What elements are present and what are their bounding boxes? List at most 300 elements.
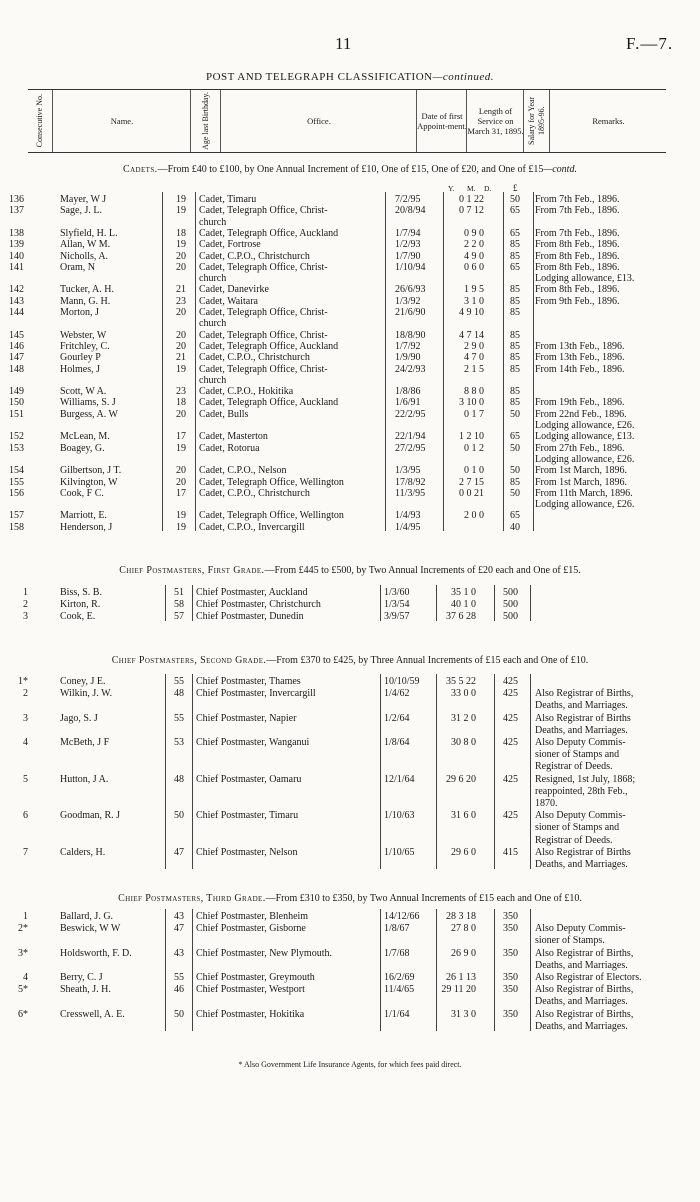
cell-rem: Lodging allowance, £13.	[535, 431, 635, 443]
cell-date: 24/2/93	[395, 363, 426, 375]
cell-office: Chief Postmaster, Blenheim	[196, 911, 309, 922]
cell-sal: 425	[503, 688, 518, 700]
table-row	[0, 587, 700, 599]
cell-office: Chief Postmaster, Thames	[196, 676, 301, 687]
cell-len: 3 10 0	[459, 397, 484, 409]
col-date: Date of first Appoint-ment.	[416, 90, 467, 152]
cell-sal: 500	[503, 587, 518, 598]
cell-name: Williams, S. J	[60, 397, 116, 409]
first-grade-heading: Chief Postmasters, First Grade.—From £445 to £500, by Two Annual Increments of £20 each and One of £15.	[119, 565, 581, 576]
cell-rem: Deaths, and Marriages.	[535, 700, 628, 712]
cell-age: 17	[176, 487, 186, 499]
cell-len: 0 6 0	[464, 261, 484, 273]
table-row	[0, 1009, 700, 1021]
cell-no: 6*	[18, 1008, 28, 1020]
cell-len: 4 9 10	[459, 307, 484, 318]
cell-office: Chief Postmaster, Oamaru	[196, 773, 302, 785]
table-row	[0, 688, 700, 700]
column-rule	[380, 674, 381, 869]
cell-date: 18/8/90	[395, 329, 426, 341]
cell-age: 20	[176, 250, 186, 262]
table-row	[0, 611, 700, 623]
table-row	[0, 477, 700, 489]
cell-rem: sioner of Stamps and	[535, 749, 620, 761]
table-row	[0, 488, 700, 500]
col-remarks: Remarks.	[549, 90, 667, 152]
cell-no: 3	[23, 611, 28, 622]
table-row	[0, 330, 700, 342]
cell-len: 2 2 0	[464, 239, 484, 251]
cell-office: Cadet, Telegraph Office, Wellington	[199, 476, 344, 488]
cell-len: 2 1 5	[464, 363, 484, 375]
column-rule	[165, 674, 166, 869]
cell-date: 1/8/64	[384, 737, 410, 748]
cell-sal: 40	[510, 521, 520, 533]
cell-sal: 85	[510, 307, 520, 318]
table-row	[0, 1021, 700, 1033]
cell-office: Cadet, Bulls	[199, 408, 249, 420]
cell-age: 48	[174, 773, 184, 785]
cell-date: 1/8/67	[384, 923, 410, 935]
cell-office: Cadet, Telegraph Office, Christ-	[199, 205, 328, 217]
cell-rem: Also Registrar of Electors.	[535, 972, 642, 983]
cell-len: 40 1 0	[451, 599, 476, 610]
cell-len: 2 7 15	[459, 476, 484, 488]
cell-date: 7/2/95	[395, 194, 421, 205]
table-row	[0, 217, 700, 229]
cell-len: 3 1 0	[464, 295, 484, 307]
title-suffix: —continued.	[432, 71, 495, 83]
cell-age: 50	[174, 1008, 184, 1020]
cell-sal: 85	[510, 363, 520, 375]
cell-name: Hutton, J A.	[60, 773, 109, 785]
cell-len: 27 8 0	[451, 923, 476, 935]
cell-age: 20	[176, 261, 186, 273]
column-rule	[494, 674, 495, 869]
cell-no: 7	[23, 846, 28, 858]
cell-date: 20/8/94	[395, 205, 426, 217]
table-row	[0, 364, 700, 376]
cell-name: Gourley P	[60, 352, 101, 364]
table-row	[0, 397, 700, 409]
cell-rem: Deaths, and Marriages.	[535, 859, 628, 870]
cell-no: 147	[9, 352, 24, 364]
cell-sal: 500	[503, 611, 518, 622]
cell-sal: 85	[510, 284, 520, 296]
cell-len: 33 0 0	[451, 688, 476, 700]
cell-name: Boagey, G.	[60, 442, 105, 454]
cell-no: 156	[9, 487, 24, 499]
table-row	[0, 911, 700, 923]
cell-rem: reappointed, 28th Feb.,	[535, 785, 628, 797]
cell-age: 20	[176, 465, 186, 477]
cell-sal: 425	[503, 676, 518, 687]
cell-name: Sheath, J. H.	[60, 984, 111, 996]
cell-age: 58	[174, 599, 184, 610]
table-row	[0, 239, 700, 251]
cell-sal: 50	[510, 194, 520, 205]
table-row	[0, 352, 700, 364]
cell-sal: 85	[510, 340, 520, 352]
column-rule	[165, 909, 166, 1031]
cell-sal: 350	[503, 923, 518, 935]
table-row	[0, 454, 700, 466]
cell-sal: 425	[503, 737, 518, 748]
cell-name: Fritchley, C.	[60, 340, 110, 352]
table-row	[0, 835, 700, 847]
cell-no: 5	[23, 773, 28, 785]
cell-age: 19	[176, 363, 186, 375]
cell-len: 4 7 0	[464, 352, 484, 364]
column-rule	[503, 192, 504, 531]
cell-rem: From 14th Feb., 1896.	[535, 363, 625, 375]
cell-rem: From 1st March, 1896.	[535, 465, 627, 477]
column-rule	[530, 585, 531, 621]
table-row	[0, 700, 700, 712]
cell-sal: 85	[510, 397, 520, 409]
footnote: * Also Government Life Insurance Agents, for which fees paid direct.	[238, 1060, 462, 1069]
cell-rem: From 9th Feb., 1896.	[535, 295, 620, 307]
cell-rem: From 13th Feb., 1896.	[535, 352, 625, 364]
cell-rem: Deaths, and Marriages.	[535, 959, 628, 971]
cell-no: 146	[9, 340, 24, 352]
cell-date: 22/2/95	[395, 408, 426, 420]
col-length: Length of Service on March 31, 1895.	[466, 90, 524, 152]
cell-len: 31 6 0	[451, 810, 476, 822]
cell-office: Cadet, C.P.O., Christchurch	[199, 352, 310, 364]
cell-len: 0 1 0	[464, 465, 484, 477]
cell-office: church	[199, 374, 227, 386]
cell-age: 21	[176, 284, 186, 296]
cell-name: Slyfield, H. L.	[60, 227, 118, 239]
column-rule	[380, 585, 381, 621]
cell-sal: 50	[510, 408, 520, 420]
col-name: Name.	[52, 90, 191, 152]
table-row	[0, 737, 700, 749]
cell-len: 2 9 0	[464, 340, 484, 352]
cell-len: 29 6 0	[451, 846, 476, 858]
cell-no: 153	[9, 442, 24, 454]
cell-date: 16/2/69	[384, 972, 415, 983]
cell-age: 55	[174, 972, 184, 983]
cell-office: Cadet, Timaru	[199, 194, 257, 205]
col-age: Age last Birthday.	[190, 90, 221, 152]
second-grade-heading: Chief Postmasters, Second Grade.—From £370 to £425, by Three Annual Increments of £15 each and One of £10.	[111, 655, 589, 666]
cell-office: Cadet, Telegraph Office, Auckland	[199, 397, 339, 409]
cell-name: Gilbertson, J T.	[60, 465, 122, 477]
cell-office: Chief Postmaster, Greymouth	[196, 972, 315, 983]
cell-rem: Lodging allowance, £26.	[535, 420, 635, 431]
cell-date: 14/12/66	[384, 911, 420, 922]
cell-office: Cadet, Telegraph Office, Christ-	[199, 307, 328, 318]
cell-no: 152	[9, 431, 24, 443]
table-row	[0, 599, 700, 611]
cell-rem: Also Deputy Commis-	[535, 923, 626, 935]
cell-name: Cook, F C.	[60, 487, 104, 499]
table-row	[0, 341, 700, 353]
title-main: POST AND TELEGRAPH CLASSIFICATION	[205, 71, 433, 83]
cell-rem: From 8th Feb., 1896.	[535, 239, 620, 251]
cell-age: 43	[174, 947, 184, 959]
cell-age: 53	[174, 737, 184, 748]
cell-age: 19	[176, 521, 186, 533]
cell-date: 1/6/91	[395, 397, 421, 409]
cell-no: 149	[9, 386, 24, 398]
cell-rem: From 1st March, 1896.	[535, 476, 627, 488]
cell-name: Allan, W M.	[60, 239, 111, 251]
cell-age: 23	[176, 386, 186, 398]
cell-no: 140	[9, 250, 24, 262]
cell-date: 17/8/92	[395, 476, 426, 488]
cell-name: Calders, H.	[60, 846, 106, 858]
cell-rem: From 8th Feb., 1896.	[535, 250, 620, 262]
column-rule	[192, 674, 193, 869]
table-row	[0, 847, 700, 859]
cell-name: Holdsworth, F. D.	[60, 947, 132, 959]
cell-sal: 85	[510, 250, 520, 262]
cell-office: Cadet, Telegraph Office, Christ-	[199, 261, 328, 273]
cell-date: 1/2/64	[384, 712, 410, 724]
cell-date: 1/3/92	[395, 295, 421, 307]
cell-rem: Lodging allowance, £13.	[535, 273, 635, 285]
cell-date: 1/3/60	[384, 587, 410, 598]
table-row	[0, 798, 700, 810]
cell-office: Cadet, C.P.O., Invercargill	[199, 521, 305, 533]
cell-office: Cadet, Telegraph Office, Christ-	[199, 329, 328, 341]
cell-rem: Also Registrar of Births	[535, 712, 631, 724]
cell-name: Scott, W A.	[60, 386, 107, 398]
cadets-heading: Cadets.—From £40 to £100, by One Annual Increment of £10, One of £15, One of £20, and One of £15—contd.	[123, 164, 577, 175]
cell-len: 0 7 12	[459, 205, 484, 217]
cell-len: 0 1 7	[464, 408, 484, 420]
cell-age: 19	[176, 205, 186, 217]
cell-sal: 65	[510, 510, 520, 522]
cell-len: 28 3 18	[446, 911, 476, 922]
cell-office: Cadet, Telegraph Office, Auckland	[199, 227, 339, 239]
cell-date: 3/9/57	[384, 611, 410, 622]
cell-len: 0 1 2	[464, 442, 484, 454]
cell-len: 4 9 0	[464, 250, 484, 262]
cell-name: Kilvington, W	[60, 476, 118, 488]
cell-office: Cadet, C.P.O., Hokitika	[199, 386, 294, 398]
cell-name: Goodman, R. J	[60, 810, 120, 822]
cell-no: 157	[9, 510, 24, 522]
cell-name: Jago, S. J	[60, 712, 98, 724]
cell-no: 2	[23, 688, 28, 700]
cell-rem: From 7th Feb., 1896.	[535, 227, 620, 239]
column-rule	[192, 585, 193, 621]
cell-name: Tucker, A. H.	[60, 284, 114, 296]
cell-rem: From 7th Feb., 1896.	[535, 205, 620, 217]
cell-age: 43	[174, 911, 184, 922]
cell-len: 26 1 13	[446, 972, 476, 983]
cell-rem: From 11th March, 1896.	[535, 487, 633, 499]
cell-no: 139	[9, 239, 24, 251]
cell-sal: 50	[510, 442, 520, 454]
cell-age: 20	[176, 476, 186, 488]
cell-name: Ballard, J. G.	[60, 911, 114, 922]
table-row	[0, 499, 700, 511]
cell-office: Cadet, C.P.O., Nelson	[199, 465, 287, 477]
cell-office: Chief Postmaster, Christchurch	[196, 599, 321, 610]
cell-date: 10/10/59	[384, 676, 420, 687]
cell-office: Chief Postmaster, Invercargill	[196, 688, 316, 700]
cell-age: 46	[174, 984, 184, 996]
cell-no: 145	[9, 329, 24, 341]
table-row	[0, 972, 700, 984]
cell-name: Biss, S. B.	[60, 587, 102, 598]
column-rule	[494, 585, 495, 621]
cell-no: 158	[9, 521, 24, 533]
table-row	[0, 443, 700, 455]
table-row	[0, 810, 700, 822]
column-rule	[494, 909, 495, 1031]
cell-rem: Deaths, and Marriages.	[535, 724, 628, 736]
column-rule	[530, 674, 531, 869]
cell-age: 55	[174, 712, 184, 724]
table-row	[0, 713, 700, 725]
cell-name: Beswick, W W	[60, 923, 121, 935]
cell-len: 1 2 10	[459, 431, 484, 443]
cell-no: 6	[23, 810, 28, 822]
cell-len: 30 8 0	[451, 737, 476, 748]
cell-sal: 350	[503, 911, 518, 922]
table-row	[0, 510, 700, 522]
cell-rem: Registrar of Deeds.	[535, 834, 613, 846]
cell-sal: 350	[503, 972, 518, 983]
cell-rem: Resigned, 1st July, 1868;	[535, 773, 636, 785]
cell-office: church	[199, 318, 227, 330]
cell-no: 1	[23, 587, 28, 598]
cell-date: 1/10/63	[384, 810, 415, 822]
cell-date: 1/10/65	[384, 846, 415, 858]
cell-name: Wilkin, J. W.	[60, 688, 113, 700]
cell-rem: From 13th Feb., 1896.	[535, 340, 625, 352]
cell-age: 21	[176, 352, 186, 364]
cell-rem: Registrar of Deeds.	[535, 761, 613, 773]
cell-no: 5*	[18, 984, 28, 996]
unit-days: D.	[484, 184, 492, 193]
cell-rem: Also Deputy Commis-	[535, 810, 626, 822]
cell-sal: 65	[510, 227, 520, 239]
cell-sal: 85	[510, 295, 520, 307]
table-row	[0, 296, 700, 308]
cell-office: Chief Postmaster, Timaru	[196, 810, 299, 822]
cell-office: church	[199, 216, 227, 228]
cell-office: Cadet, C.P.O., Christchurch	[199, 250, 310, 262]
cell-age: 57	[174, 611, 184, 622]
cell-name: Coney, J E.	[60, 676, 106, 687]
cell-sal: 50	[510, 465, 520, 477]
cell-office: Cadet, Telegraph Office, Christ-	[199, 363, 328, 375]
cell-rem: 1870.	[535, 798, 558, 809]
cell-sal: 85	[510, 329, 520, 341]
cell-no: 143	[9, 295, 24, 307]
unit-pound: £	[513, 183, 518, 193]
table-row	[0, 228, 700, 240]
cell-rem: sioner of Stamps and	[535, 822, 620, 834]
table-row	[0, 996, 700, 1008]
cell-no: 2*	[18, 923, 28, 935]
cell-sal: 65	[510, 205, 520, 217]
cell-date: 11/3/95	[395, 487, 426, 499]
column-rule	[192, 909, 193, 1031]
cell-rem: Also Deputy Commis-	[535, 737, 626, 748]
cell-no: 4	[23, 972, 28, 983]
cell-name: Mayer, W J	[60, 194, 107, 205]
cell-name: Morton, J	[60, 307, 99, 318]
cell-office: Chief Postmaster, Auckland	[196, 587, 308, 598]
cell-date: 21/6/90	[395, 307, 426, 318]
cell-office: Cadet, C.P.O., Christchurch	[199, 487, 310, 499]
cell-age: 19	[176, 510, 186, 522]
cell-no: 148	[9, 363, 24, 375]
cell-rem: From 7th Feb., 1896.	[535, 194, 620, 205]
column-rule	[436, 674, 437, 869]
cell-date: 27/2/95	[395, 442, 426, 454]
cell-name: Sage, J. L.	[60, 205, 102, 217]
cell-sal: 350	[503, 1008, 518, 1020]
cell-date: 1/7/68	[384, 947, 410, 959]
column-header	[28, 89, 666, 153]
cell-date: 1/1/64	[384, 1008, 410, 1020]
cell-date: 22/1/94	[395, 431, 426, 443]
cell-len: 29 6 20	[446, 773, 476, 785]
unit-months: M.	[467, 184, 476, 193]
cell-date: 1/7/92	[395, 340, 421, 352]
cell-name: Kirton, R.	[60, 599, 101, 610]
cell-office: Chief Postmaster, Napier	[196, 712, 297, 724]
cell-office: Cadet, Rotorua	[199, 442, 260, 454]
table-row	[0, 251, 700, 263]
table-row	[0, 725, 700, 737]
cell-rem: From 22nd Feb., 1896.	[535, 408, 627, 420]
third-grade-heading: Chief Postmasters, Third Grade.—From £310 to £350, by Two Annual Increments of £15 each and One of £10.	[118, 893, 582, 904]
cell-no: 137	[9, 205, 24, 217]
cell-rem: Also Registrar of Births,	[535, 688, 634, 700]
cell-len: 31 2 0	[451, 712, 476, 724]
cell-office: Chief Postmaster, Hokitika	[196, 1008, 305, 1020]
cell-no: 154	[9, 465, 24, 477]
table-row	[0, 409, 700, 421]
cell-no: 1	[23, 911, 28, 922]
column-rule	[443, 192, 444, 531]
cell-rem: From 27th Feb., 1896.	[535, 442, 625, 454]
cell-sal: 415	[503, 846, 518, 858]
cell-no: 4	[23, 737, 28, 748]
cell-date: 1/3/95	[395, 465, 421, 477]
cell-office: Chief Postmaster, Gisborne	[196, 923, 306, 935]
cell-date: 1/4/62	[384, 688, 410, 700]
cell-len: 0 9 0	[464, 227, 484, 239]
table-row	[0, 273, 700, 285]
cell-name: Henderson, J	[60, 521, 113, 533]
cell-no: 3*	[18, 947, 28, 959]
table-row	[0, 948, 700, 960]
table-row	[0, 522, 700, 534]
table-row	[0, 465, 700, 477]
cell-date: 1/10/94	[395, 261, 426, 273]
column-rule	[162, 192, 163, 531]
cell-no: 144	[9, 307, 24, 318]
cell-len: 35 1 0	[451, 587, 476, 598]
cell-office: Chief Postmaster, Dunedin	[196, 611, 304, 622]
page-title	[0, 71, 700, 83]
table-row	[0, 676, 700, 688]
column-rule	[533, 192, 534, 531]
table-row	[0, 774, 700, 786]
table-row	[0, 749, 700, 761]
